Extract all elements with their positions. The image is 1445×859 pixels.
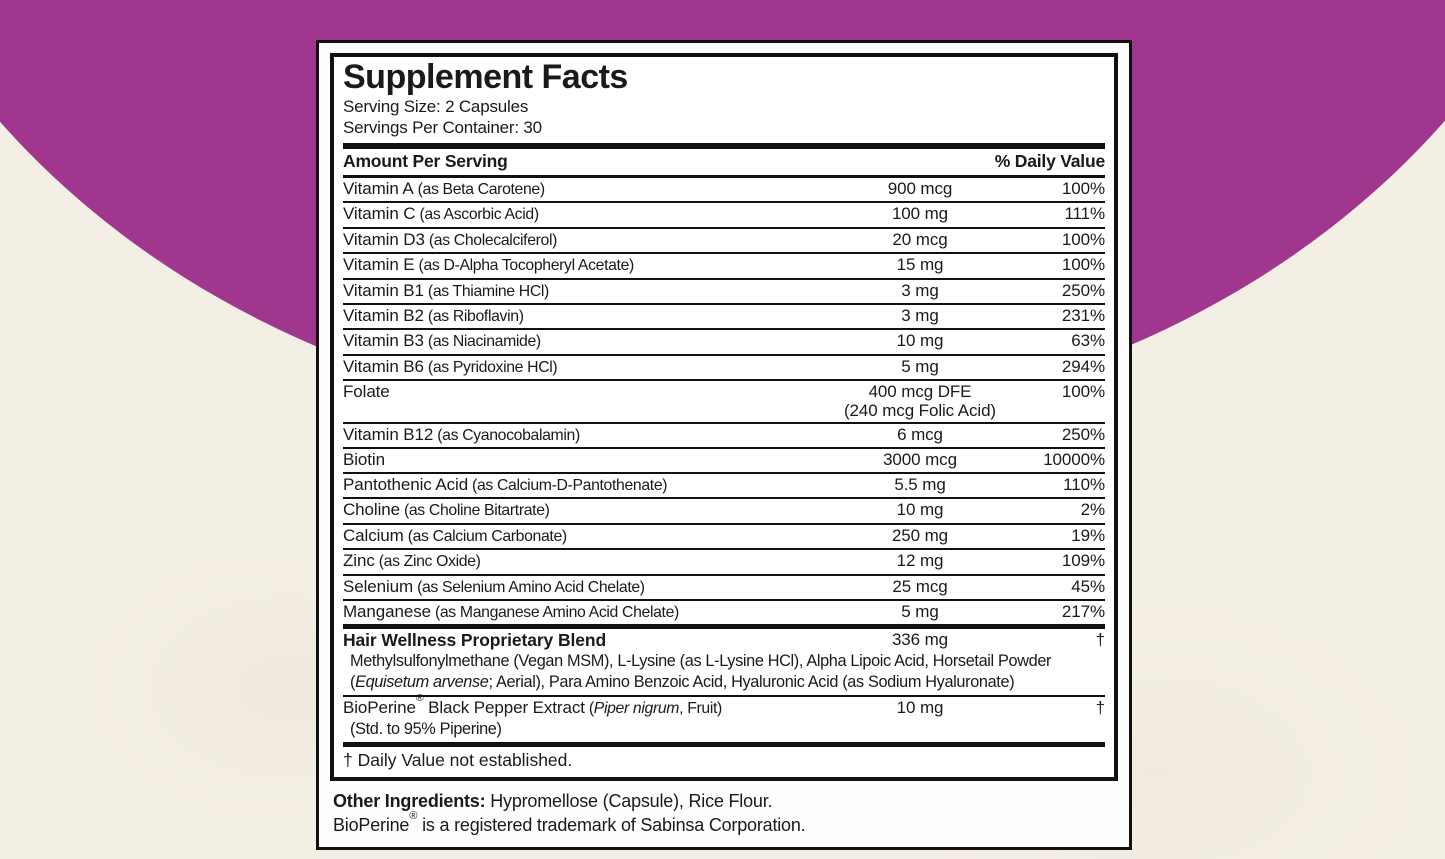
nutrient-amount: 400 mcg DFE (240 mcg Folic Acid) — [825, 383, 1015, 420]
nutrient-detail: (Piper nigrum, Fruit) — [588, 699, 722, 717]
nutrient-daily-value: 100% — [1061, 179, 1105, 198]
nutrient-rows — [343, 178, 1105, 742]
supplement-facts-box — [330, 53, 1118, 781]
nutrient-detail: (as Riboflavin) — [427, 308, 524, 326]
nutrient-name: Vitamin B3 (as Niacinamide) — [343, 331, 541, 351]
nutrient-row-main — [343, 305, 1105, 328]
nutrient-daily-value: 10000% — [1043, 450, 1105, 470]
serving-size: Serving Size: 2 Capsules — [343, 97, 529, 116]
nutrient-daily-value: 100% — [1061, 382, 1105, 402]
nutrient-daily-value: 63% — [1071, 331, 1105, 351]
nutrient-sub-description: Methylsulfonylmethane (Vegan MSM), L-Lysine (as L-Lysine HCl), Alpha Lipoic Acid, Horsetail Powder — [350, 651, 1052, 670]
nutrient-row — [343, 303, 1105, 328]
trademark-note: BioPerine® is a registered trademark of Sabinsa Corporation. — [333, 810, 806, 836]
nutrient-name: Selenium (as Selenium Amino Acid Chelate) — [343, 576, 645, 596]
nutrient-row-main — [343, 424, 1105, 447]
nutrient-row-main — [343, 449, 1105, 471]
nutrient-daily-value: 19% — [1071, 525, 1105, 545]
nutrient-row-main — [343, 254, 1105, 277]
nutrient-row — [343, 278, 1105, 303]
nutrient-row-main — [343, 692, 1105, 720]
supplement-label-panel — [316, 40, 1132, 850]
nutrient-name: Vitamin B6 (as Pyridoxine HCl) — [343, 356, 558, 376]
nutrient-amount: 5 mg — [901, 356, 939, 376]
nutrient-row-main — [343, 525, 1105, 548]
nutrient-amount: 20 mcg — [892, 229, 948, 249]
nutrient-amount: 10 mg — [896, 697, 944, 717]
other-ingredients-label: Other Ingredients: — [333, 790, 486, 811]
nutrient-daily-value: 231% — [1061, 306, 1105, 326]
nutrient-row — [343, 692, 1105, 742]
nutrient-name: Vitamin B1 (as Thiamine HCl) — [343, 280, 549, 300]
nutrient-row — [343, 447, 1105, 471]
nutrient-detail: (as Beta Carotene) — [417, 181, 545, 198]
nutrient-row — [343, 523, 1105, 548]
nutrient-row-main — [343, 474, 1105, 497]
nutrient-row — [343, 624, 1105, 694]
nutrient-row-main — [343, 330, 1105, 353]
nutrient-row-main — [343, 229, 1105, 252]
other-ingredients-line — [333, 789, 1115, 814]
nutrient-row-main — [343, 178, 1105, 201]
nutrient-amount: 250 mg — [891, 525, 949, 545]
other-ingredients-text: Hypromellose (Capsule), Rice Flour. — [485, 790, 773, 811]
nutrient-row — [343, 497, 1105, 522]
servings-per-container: Servings Per Container: 30 — [343, 118, 542, 137]
nutrient-name: Calcium (as Calcium Carbonate) — [343, 525, 567, 545]
nutrient-detail: (as Cholecalciferol) — [428, 231, 558, 249]
nutrient-name: Vitamin B12 (as Cyanocobalamin) — [343, 425, 580, 445]
nutrient-name: Biotin — [343, 450, 385, 470]
nutrient-name: Vitamin C (as Ascorbic Acid) — [343, 204, 539, 224]
column-header — [343, 149, 1105, 175]
nutrient-detail: (as Cyanocobalamin) — [437, 427, 580, 445]
nutrient-amount: 3 mg — [901, 306, 939, 326]
nutrient-row — [343, 472, 1105, 497]
nutrient-amount: 900 mcg — [887, 179, 953, 198]
amount-per-serving-header: Amount Per Serving — [343, 151, 508, 171]
nutrient-detail: (as Manganese Amino Acid Chelate) — [434, 603, 679, 621]
daily-value-header: % Daily Value — [994, 151, 1105, 171]
nutrient-row — [343, 201, 1105, 226]
nutrient-row-main — [343, 381, 1105, 422]
nutrient-row — [343, 178, 1105, 201]
nutrient-name: Choline (as Choline Bitartrate) — [343, 500, 550, 520]
other-ingredients-block — [330, 781, 1118, 838]
nutrient-amount: 3000 mcg — [883, 450, 957, 470]
nutrient-row — [343, 227, 1105, 252]
nutrient-row-main — [343, 356, 1105, 379]
nutrient-amount: 3 mg — [901, 280, 939, 300]
nutrient-detail: (as Zinc Oxide) — [378, 553, 481, 571]
nutrient-amount: 25 mcg — [892, 576, 948, 596]
nutrient-row-main — [343, 601, 1105, 624]
nutrient-sub-description: (Std. to 95% Piperine) — [350, 720, 502, 739]
nutrient-daily-value: 294% — [1061, 356, 1105, 376]
nutrient-detail: (as Choline Bitartrate) — [403, 502, 550, 520]
nutrient-row — [343, 252, 1105, 277]
nutrient-name: Vitamin A (as Beta Carotene) — [343, 179, 545, 198]
nutrient-amount: 10 mg — [896, 331, 944, 351]
nutrient-detail: (as Calcium-D-Pantothenate) — [472, 476, 668, 494]
nutrient-name: Vitamin D3 (as Cholecalciferol) — [343, 229, 558, 249]
nutrient-amount: 6 mcg — [897, 425, 943, 445]
nutrient-row — [343, 328, 1105, 353]
nutrient-detail: (as Pyridoxine HCl) — [427, 358, 558, 376]
nutrient-daily-value: 250% — [1061, 425, 1105, 445]
facts-title: Supplement Facts — [343, 58, 628, 96]
nutrient-row-main — [343, 550, 1105, 573]
nutrient-daily-value: 110% — [1063, 474, 1105, 494]
nutrient-row-main — [343, 280, 1105, 303]
nutrient-daily-value: 111% — [1064, 204, 1105, 224]
nutrient-row-main — [343, 629, 1105, 651]
nutrient-detail: (as Thiamine HCl) — [427, 282, 549, 300]
nutrient-name: Zinc (as Zinc Oxide) — [343, 551, 481, 571]
nutrient-amount-secondary: (240 mcg Folic Acid) — [844, 400, 996, 420]
nutrient-row — [343, 548, 1105, 573]
nutrient-sub-description: (Equisetum arvense; Aerial), Para Amino Benzoic Acid, Hyaluronic Acid (as Sodium Hyaluronate) — [350, 673, 1015, 692]
nutrient-daily-value: † — [1095, 697, 1105, 717]
nutrient-daily-value: 217% — [1061, 601, 1105, 621]
nutrient-row — [343, 379, 1105, 422]
nutrient-amount: 5 mg — [901, 601, 939, 621]
nutrient-amount: 10 mg — [896, 500, 944, 520]
nutrient-detail: (as Calcium Carbonate) — [407, 527, 567, 545]
nutrient-daily-value: 109% — [1061, 551, 1105, 571]
nutrient-daily-value: 100% — [1061, 255, 1105, 275]
nutrient-row — [343, 422, 1105, 447]
nutrient-row-main — [343, 576, 1105, 599]
nutrient-daily-value: 45% — [1071, 576, 1105, 596]
nutrient-daily-value: 100% — [1061, 229, 1105, 249]
nutrient-detail: (as Selenium Amino Acid Chelate) — [417, 578, 645, 596]
nutrient-amount: 5.5 mg — [894, 474, 946, 494]
nutrient-row-main — [343, 203, 1105, 226]
nutrient-detail: (as Ascorbic Acid) — [419, 206, 539, 224]
nutrient-row-main — [343, 499, 1105, 522]
nutrient-amount: 15 mg — [896, 255, 944, 275]
nutrient-daily-value: † — [1095, 630, 1105, 650]
nutrient-amount: 12 mg — [896, 551, 944, 571]
nutrient-name: Vitamin B2 (as Riboflavin) — [343, 306, 524, 326]
nutrient-row — [343, 599, 1105, 624]
nutrient-name: Pantothenic Acid (as Calcium-D-Pantothenate) — [343, 474, 668, 494]
nutrient-amount: 100 mg — [891, 204, 949, 224]
nutrient-detail: (as D-Alpha Tocopheryl Acetate) — [418, 257, 634, 275]
nutrient-daily-value: 2% — [1080, 500, 1105, 520]
nutrient-amount: 336 mg — [891, 630, 949, 650]
daily-value-footnote: † Daily Value not established. — [343, 742, 1105, 773]
nutrient-name: Folate — [343, 382, 390, 402]
nutrient-name: Manganese (as Manganese Amino Acid Chelate) — [343, 601, 679, 621]
nutrient-row — [343, 354, 1105, 379]
nutrient-row — [343, 574, 1105, 599]
nutrient-daily-value: 250% — [1061, 280, 1105, 300]
nutrient-detail: (as Niacinamide) — [427, 333, 541, 351]
nutrient-name: Hair Wellness Proprietary Blend — [343, 630, 607, 651]
nutrient-name: BioPerine® Black Pepper Extract (Piper nigrum, Fruit) — [343, 692, 722, 717]
nutrient-name: Vitamin E (as D-Alpha Tocopheryl Acetate) — [343, 255, 634, 275]
